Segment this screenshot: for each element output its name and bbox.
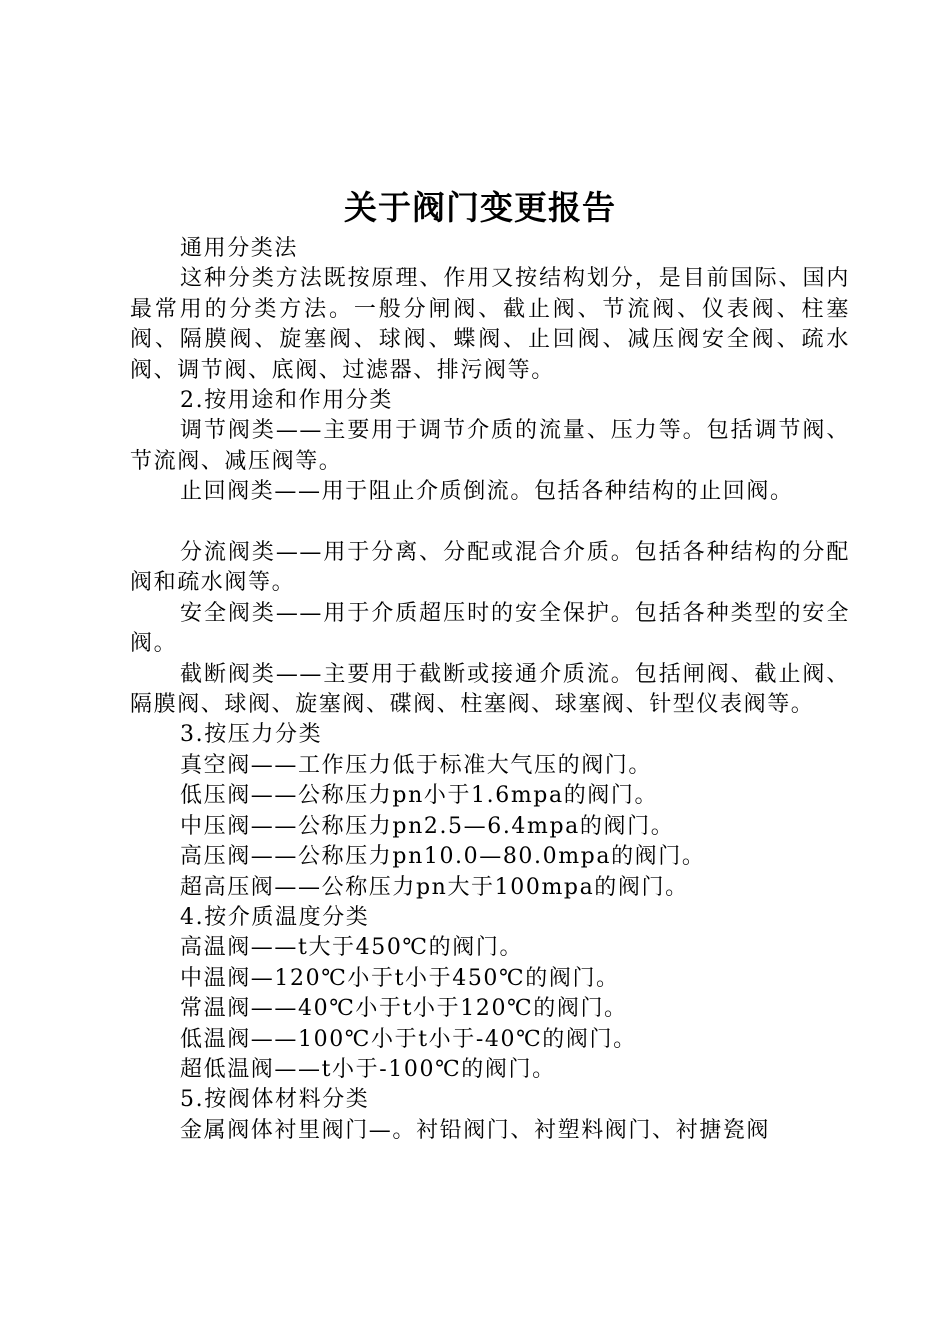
paragraph-normal-temperature-valve: 常温阀——40℃小于t小于120℃的阀门。 bbox=[180, 996, 628, 1022]
document-page bbox=[130, 0, 850, 1344]
paragraph-check-valves: 止回阀类——用于阻止介质倒流。包括各种结构的止回阀。 bbox=[180, 479, 794, 505]
document-title: 关于阀门变更报告 bbox=[344, 188, 616, 227]
paragraph-high-pressure-valve: 高压阀——公称压力pn10.0—80.0mpa的阀门。 bbox=[180, 844, 706, 870]
paragraph-heading-by-pressure: 3.按压力分类 bbox=[180, 722, 323, 748]
paragraph-heading-general-classification: 通用分类法 bbox=[180, 236, 299, 261]
blank-line bbox=[130, 508, 850, 538]
document-body bbox=[130, 234, 850, 1146]
paragraph-medium-pressure-valve: 中压阀——公称压力pn2.5—6.4mpa的阀门。 bbox=[180, 813, 675, 839]
paragraph-heading-by-purpose: 2.按用途和作用分类 bbox=[180, 388, 393, 414]
paragraph-shutoff-valves: 截断阀类——主要用于截断或接通介质流。包括闸阀、截止阀、隔膜阀、球阀、旋塞阀、碟阀、柱塞阀、球塞阀、针型仪表阀等。 bbox=[130, 661, 850, 718]
paragraph-lined-metal-valves: 金属阀体衬里阀门—。衬铅阀门、衬塑料阀门、衬搪瓷阀 bbox=[180, 1117, 771, 1143]
paragraph-ultra-high-pressure-valve: 超高压阀——公称压力pn大于100mpa的阀门。 bbox=[180, 874, 689, 900]
paragraph-diverting-valves: 分流阀类——用于分离、分配或混合介质。包括各种结构的分配阀和疏水阀等。 bbox=[130, 540, 850, 596]
paragraph-low-pressure-valve: 低压阀——公称压力pn小于1.6mpa的阀门。 bbox=[180, 783, 659, 809]
paragraph-high-temperature-valve: 高温阀——t大于450℃的阀门。 bbox=[180, 935, 524, 961]
paragraph-classification-method: 这种分类方法既按原理、作用又按结构划分，是目前国际、国内最常用的分类方法。一般分闸阀、截止阀、节流阀、仪表阀、柱塞阀、隔膜阀、旋塞阀、球阀、蝶阀、止回阀、减压阀安全阀、疏水阀、调节阀、底阀、过滤器、排污阀等。 bbox=[130, 266, 850, 383]
paragraph-heading-by-material: 5.按阀体材料分类 bbox=[180, 1087, 370, 1113]
paragraph-safety-valves: 安全阀类——用于介质超压时的安全保护。包括各种类型的安全阀。 bbox=[130, 600, 850, 657]
paragraph-medium-temperature-valve: 中温阀—120℃小于t小于450℃的阀门。 bbox=[180, 965, 620, 991]
paragraph-regulating-valves: 调节阀类——主要用于调节介质的流量、压力等。包括调节阀、节流阀、减压阀等。 bbox=[130, 418, 850, 474]
paragraph-vacuum-valve: 真空阀——工作压力低于标准大气压的阀门。 bbox=[180, 752, 653, 778]
paragraph-heading-by-temperature: 4.按介质温度分类 bbox=[180, 904, 370, 930]
paragraph-ultra-low-temperature-valve: 超低温阀——t小于-100℃的阀门。 bbox=[180, 1056, 556, 1082]
paragraph-low-temperature-valve: 低温阀——100℃小于t小于-40℃的阀门。 bbox=[180, 1026, 637, 1052]
